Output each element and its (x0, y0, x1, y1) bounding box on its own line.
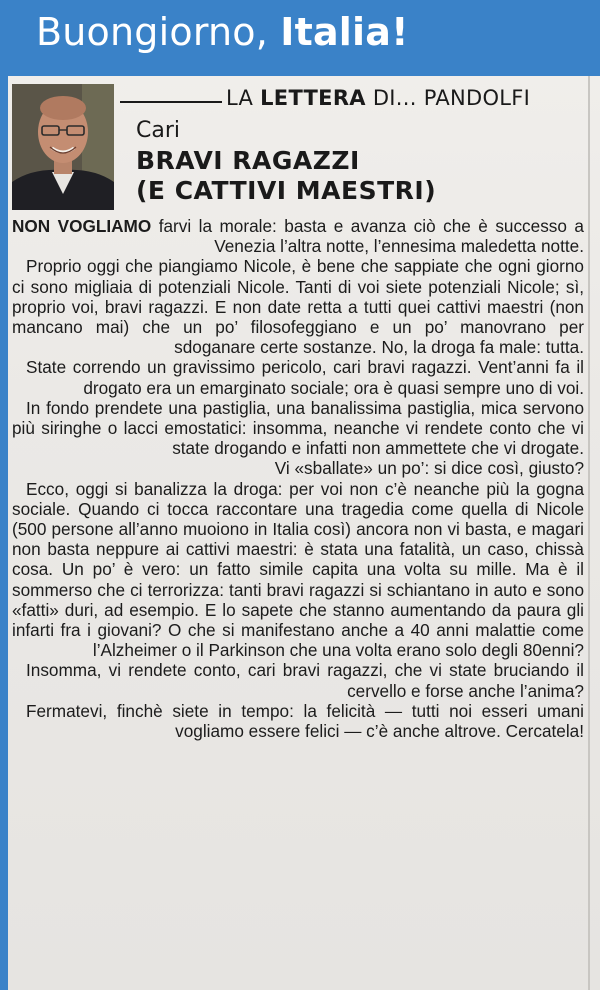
masthead-country: Italia! (280, 10, 409, 54)
lead-caps: NON VOGLIAMO (12, 216, 152, 236)
headline-line-2: (E CATTIVI MAESTRI) (136, 176, 437, 205)
article-paragraph: In fondo prendete una pastiglia, una banalissima pastiglia, mica servono più siringhe o lacci emostatici: insomma, neanche vi rendete conto che vi state drogando e infatti non ammettete che vi drogate. (12, 397, 584, 459)
article-paragraph: Vi «sballate» un po’: si dice così, giusto? (274, 458, 584, 479)
column-kicker (226, 86, 530, 110)
article-paragraph: State correndo un gravissimo pericolo, cari bravi ragazzi. Vent’anni fa il drogato era un emarginato sociale; ora è quasi sempre uno di voi. (26, 357, 584, 398)
masthead-banner (8, 0, 600, 76)
kicker-rule (120, 101, 222, 103)
article-paragraph: Fermatevi, finchè siete in tempo: la felicità — tutti noi esseri umani vogliamo essere felici — c’è anche altrove. Cercatela! (26, 700, 584, 742)
kicker-suffix: DI... PANDOLFI (365, 86, 531, 110)
kicker-prefix: LA (226, 86, 261, 110)
article-paragraph: Ecco, oggi si banalizza la droga: per voi non c’è neanche più la gogna sociale. Quando ci tocca raccontare una tragedia come quella di Nicole (500 persone all’anno muoiono in Italia così) ancora non vi basta, e magari non basta neppure ai cattivi maestri: è stata una fatalità, un caso, chissà cosa. Un po’ è vero: un fatto simile capita una volta su mille. Ma è il sommerso che ci terrorizza: tanti bravi ragazzi si schiantano in auto e sono «fatti» duri, ad esempio. E lo sapete che stanno aumentando da paura gli infarti fra i giovani? O che si manifestano anche a 40 anni malattie come l’Alzheimer o il Parkinson che una volta erano solo degli 80enni? (12, 478, 584, 661)
masthead-title (36, 10, 409, 54)
article-body (12, 216, 584, 741)
article-paragraph: Insomma, vi rendete conto, cari bravi ragazzi, che vi state bruciando il cervello e forse anche l’anima? (26, 660, 584, 701)
salutation: Cari (136, 118, 180, 143)
headline (136, 146, 436, 206)
headline-line-1: BRAVI RAGAZZI (136, 146, 360, 175)
paragraph-text: farvi la morale: basta e avanza ciò che è successo a Venezia l’altra notte, l’ennesima maledetta notte. (151, 216, 584, 257)
masthead-greeting: Buongiorno, (36, 10, 281, 54)
article-paragraph: Proprio oggi che piangiamo Nicole, è bene che sappiate che ogni giorno ci sono migliaia di potenziali Nicole. Tanti di voi siete potenziali Nicole; sì, proprio voi, bravi ragazzi. E non date retta a tutti quei cattivi maestri (non mancano mai) che un po’ filosofeggiano e un po’ manovrano per sdoganare certe sostanze. No, la droga fa male: tutta. (12, 256, 584, 358)
article-paragraph (12, 216, 584, 256)
kicker-bold: LETTERA (260, 86, 366, 110)
column-divider (588, 76, 590, 990)
author-portrait-icon (12, 84, 114, 210)
